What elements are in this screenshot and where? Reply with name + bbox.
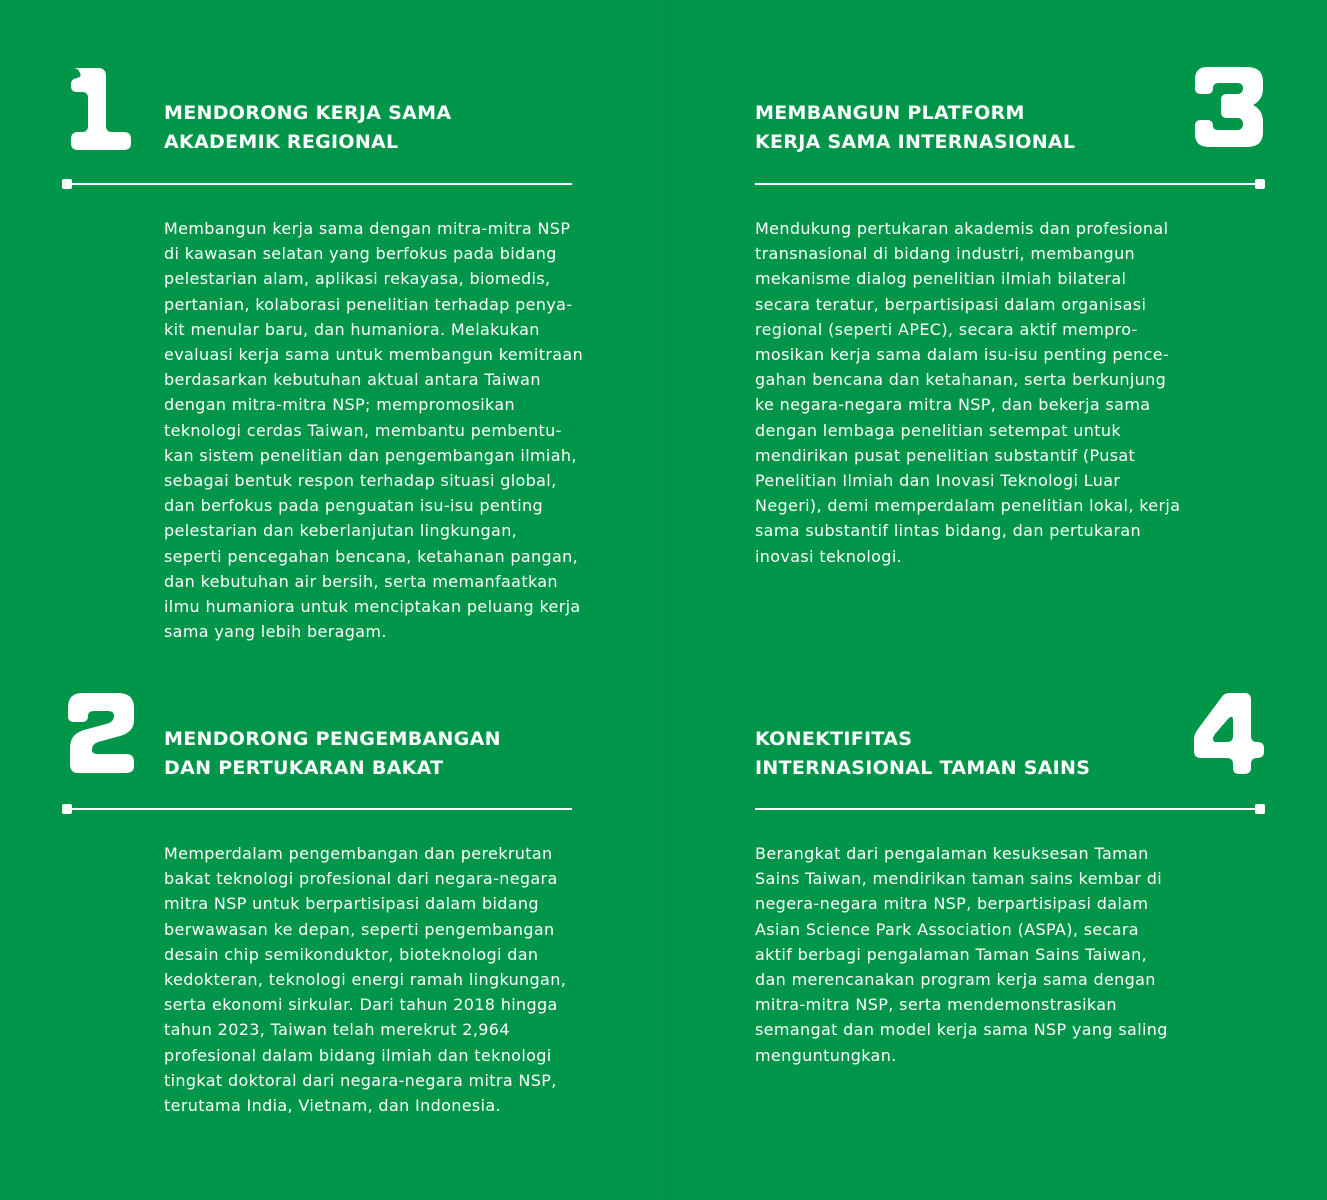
section-4-title-line-2: INTERNASIONAL TAMAN SAINS [755, 757, 1091, 779]
section-2-title-line-1: MENDORONG PENGEMBANGAN [164, 728, 501, 750]
section-4 [664, 600, 1327, 1200]
numeral-1-glyph [68, 64, 132, 150]
numeral-4-glyph [1191, 690, 1267, 776]
section-1-title-line-1: MENDORONG KERJA SAMA [164, 102, 452, 124]
section-4-divider [755, 808, 1261, 810]
numeral-3-glyph [1191, 64, 1267, 150]
numeral-2-glyph [64, 690, 138, 776]
section-2-title [164, 725, 501, 783]
section-1-title [164, 99, 451, 157]
section-4-title [755, 725, 1090, 783]
numeral-4 [1191, 690, 1267, 776]
numeral-2 [64, 690, 138, 776]
section-3-divider [755, 183, 1261, 185]
numeral-1 [68, 64, 132, 150]
section-1-title-line-2: AKADEMIK REGIONAL [164, 131, 399, 153]
section-4-body: Berangkat dari pengalaman kesuksesan Taman Sains Taiwan, mendirikan taman sains kembar di negera-negara mitra NSP, berpartisipasi dalam Asian Science Park Association (ASPA), secara aktif berbagi pengalaman Taman Sains Taiwan, dan merencanakan program kerja sama dengan mitra-mitra NSP, serta mendemonstrasikan semangat dan model kerja sama NSP yang saling menguntungkan. [755, 844, 1168, 1065]
section-3-title [755, 99, 1075, 157]
section-1-divider [66, 183, 572, 185]
numeral-3 [1191, 64, 1267, 150]
section-4-title-line-1: KONEKTIFITAS [755, 728, 913, 750]
section-3-title-line-1: MEMBANGUN PLATFORM [755, 102, 1025, 124]
section-1 [0, 0, 663, 642]
section-2-divider [66, 808, 572, 810]
section-2 [0, 600, 663, 1200]
section-2-title-line-2: DAN PERTUKARAN BAKAT [164, 757, 444, 779]
section-3-body: Mendukung pertukaran akademis dan profesional transnasional di bidang industri, membangun mekanisme dialog penelitian ilmiah bilateral secara teratur, berpartisipasi dalam organisasi regional (seperti APEC), secara aktif mempro- mosikan kerja sama dalam isu-isu penting pence- gahan bencana dan ketahanan, serta berkunjung ke negara-negara mitra NSP, dan bekerja sama dengan lembaga penelitian setempat untuk mendirikan pusat penelitian substantif (Pusat Penelitian Ilmiah dan Inovasi Teknologi Luar Negeri), demi memperdalam penelitian lokal, kerja sama substantif lintas bidang, dan pertukaran inovasi teknologi. [755, 219, 1181, 566]
section-2-body: Memperdalam pengembangan dan perekrutan bakat teknologi profesional dari negara-negara mitra NSP untuk berpartisipasi dalam bidang berwawasan ke depan, seperti pengembangan desain chip semikonduktor, bioteknologi dan kedokteran, teknologi energi ramah lingkungan, serta ekonomi sirkular. Dari tahun 2018 hingga tahun 2023, Taiwan telah merekrut 2,964 profesional dalam bidang ilmiah dan teknologi tingkat doktoral dari negara-negara mitra NSP, terutama India, Vietnam, dan Indonesia. [164, 844, 567, 1116]
section-3 [664, 0, 1327, 600]
section-1-body: Membangun kerja sama dengan mitra-mitra NSP di kawasan selatan yang berfokus pada bidang pelestarian alam, aplikasi rekayasa, biomedis, pertanian, kolaborasi penelitian terhadap penya- kit menular baru, dan humaniora. Melakukan evaluasi kerja sama untuk membangun kemitraan berdasarkan kebutuhan aktual antara Taiwan dengan mitra-mitra NSP; mempromosikan teknologi cerdas Taiwan, membantu pembentu- kan sistem penelitian dan pengembangan ilmiah, sebagai bentuk respon terhadap situasi global, dan berfokus pada penguatan isu-isu penting pelestarian dan keberlanjutan lingkungan, seperti pencegahan bencana, ketahanan pangan, dan kebutuhan air bersih, serta memanfaatkan ilmu humaniora untuk menciptakan peluang kerja sama yang lebih beragam. [164, 219, 584, 642]
section-3-title-line-2: KERJA SAMA INTERNASIONAL [755, 131, 1076, 153]
